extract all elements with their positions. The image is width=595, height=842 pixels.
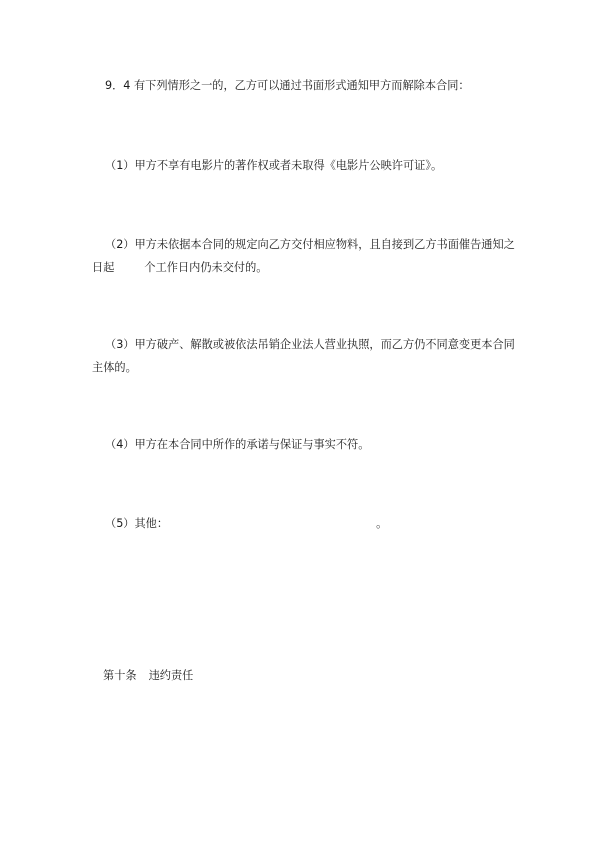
clause-item-3: （3）甲方破产、解散或被依法吊销企业法人营业执照，而乙方仍不同意变更本合同主体的。 <box>92 338 515 374</box>
clause-item-2-end: 个工作日内仍未交付的。 <box>144 261 268 274</box>
clause-item-5-label: （5）其他： <box>105 517 169 530</box>
article-title: 违约责任 <box>148 669 194 682</box>
article-10-heading <box>103 664 193 687</box>
clause-9-4-intro: 9．4 有下列情形之一的，乙方可以通过书面形式通知甲方而解除本合同： <box>105 79 470 92</box>
clause-item-2 <box>92 233 524 279</box>
clause-item-4: （4）甲方在本合同中所作的承诺与保证与事实不符。 <box>105 438 370 451</box>
clause-item-5 <box>92 512 524 535</box>
clause-item-1: （1）甲方不享有电影片的著作权或者未取得《电影片公映许可证》。 <box>105 159 443 172</box>
clause-item-5-end: 。 <box>376 517 388 530</box>
clause-item-2-text: （2）甲方未依据本合同的规定向乙方交付相应物料，且自接到乙方书面催告通知之日起 <box>92 238 515 274</box>
article-number: 第十条 <box>103 669 137 682</box>
